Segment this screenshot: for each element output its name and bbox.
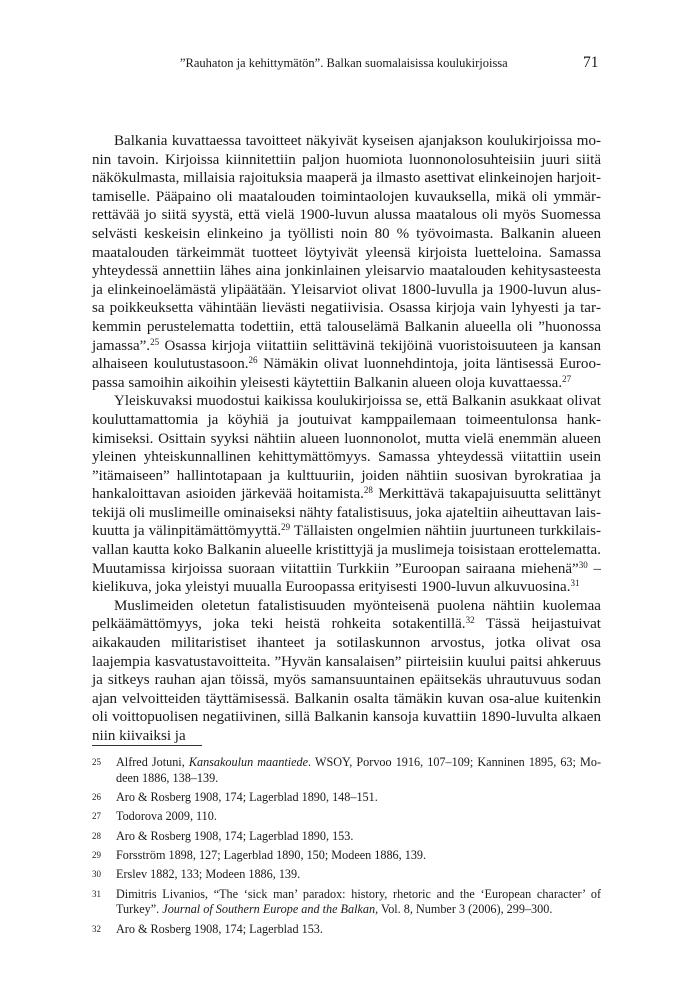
- page-number: 71: [583, 54, 599, 71]
- footnote-ref[interactable]: 27: [562, 373, 572, 384]
- text-run: – kielikuva, joka yleistyi muualla Euroopassa erityisesti 1900-luvun alkuvuosina.: [92, 560, 601, 596]
- body-text: [92, 132, 601, 746]
- footnote-divider: [92, 745, 202, 746]
- journal-title: Journal of Southern Europe and the Balkan: [162, 902, 376, 917]
- footnote-text: Erslev 1882, 133; Modeen 1886, 139.: [116, 867, 301, 882]
- running-head-title: ”Rauhaton ja kehittymätön”. Balkan suomalaisissa koulukirjoissa: [180, 56, 508, 70]
- footnote-ref[interactable]: 32: [465, 615, 475, 626]
- footnote-ref[interactable]: 30: [578, 559, 588, 570]
- footnote: [92, 848, 601, 864]
- footnote-text: Aro & Rosberg 1908, 174; Lagerblad 153.: [116, 921, 323, 936]
- text-run: Alfred Jotuni,: [116, 755, 189, 769]
- footnotes: [92, 755, 601, 941]
- text-run: . WSOY, Porvoo 1916, 107–109; Kanninen 1895, 63; Modeen 1886, 138–139.: [116, 755, 602, 785]
- footnote-number: 30: [92, 869, 101, 880]
- footnote-number: 28: [92, 830, 101, 841]
- footnote-number: 27: [92, 811, 101, 822]
- footnote-text: Aro & Rosberg 1908, 174; Lagerblad 1890, 148–151.: [116, 790, 378, 805]
- paragraph: [92, 597, 601, 746]
- footnote-number: 32: [92, 923, 101, 934]
- paragraph: [92, 132, 601, 392]
- text-run: Merkittävä takapajuisuutta selittänyt tekijä oli muslimeille ominaiseksi nähty fatalistisuus, joka ajateltiin aiheuttavan laiskuutta ja välinpitämättömyyttä.: [92, 486, 601, 540]
- footnote-ref[interactable]: 29: [281, 522, 291, 533]
- footnote-ref[interactable]: 26: [248, 355, 258, 366]
- footnote-ref[interactable]: 25: [150, 336, 160, 347]
- footnote: [92, 829, 601, 845]
- footnote-text: Forsström 1898, 127; Lagerblad 1890, 150; Modeen 1886, 139.: [116, 847, 427, 862]
- footnote-ref[interactable]: 31: [570, 578, 580, 589]
- footnote: [92, 887, 601, 919]
- running-head: [0, 53, 692, 73]
- footnote-text: Todorova 2009, 110.: [116, 809, 217, 824]
- footnote-text: [116, 887, 601, 919]
- paragraph: [92, 392, 601, 597]
- text-run: , Vol. 8, Number 3 (2006), 299–300.: [375, 902, 553, 917]
- text-run: Dimitris Livanios, “The ‘sick man’ paradox: history, rhetoric and the ‘European character’ of Turkey”.: [116, 886, 601, 917]
- footnote: [92, 790, 601, 806]
- footnote: [92, 867, 601, 883]
- footnote: [92, 922, 601, 938]
- footnote-text: Aro & Rosberg 1908, 174; Lagerblad 1890, 153.: [116, 828, 354, 843]
- footnote-number: 26: [92, 792, 101, 803]
- text-run: Nämäkin olivat luonnehdintoja, joita läntisessä Euroopassa samoihin aikoihin yleisesti käytettiin Balkanin alueen oloja kuvattaessa.: [92, 356, 601, 391]
- footnote-number: 25: [92, 757, 101, 767]
- text-run: Osassa kirjoja viitattiin selittävinä tekijöinä vuoristoisuuteen ja kansan alhaiseen koulutustasoon.: [92, 337, 601, 373]
- footnote-number: 31: [92, 888, 101, 899]
- text-run: Muslimeiden oletetun fatalistisuuden myönteisenä puolena nähtiin kuolemaa pelkäämättömyys, joka teki heistä rohkeita sotakentillä.: [92, 597, 601, 633]
- book-title: Kansakoulun maantiede: [188, 755, 309, 769]
- text-run: Tässä heijastuivat aikakauden militaristiset ihanteet ja sotilaskunnon arvostus, jotka olivat osa laajempia kasvatustavoitteita. ”Hyvän kansalaisen” piirteisiin kuului paitsi ahkeruus ja sitkeys rauhan ajan töissä, myös samansuuntainen epäitsekäs uhrautuvuus sodan ajan velvoitteiden täyttämisessä. Balkanin osalta tämäkin kuvan osa-alue kuitenkin oli voittopuolisen negatiivinen, sillä Balkanin kansoja kuvattiin 1890-luvulta alkaen niin kiivaiksi ja: [92, 616, 601, 744]
- footnote-ref[interactable]: 28: [363, 485, 373, 496]
- text-run: Yleiskuvaksi muodostui kaikissa koulukirjoissa se, että Balkanin asukkaat olivat kouluttamattomia ja köyhiä ja joutuivat kamppailemaan toimeentulonsa hankkimiseksi. Osittain syyksi nähtiin alueen luonnonolot, mutta vielä enemmän alueen yleinen yhteiskunnallinen kehittymättömyys. Samassa yhteydessä viitattiin usein ”itämaiseen” hallintotapaan ja kulttuuriin, joiden nähtiin suosivan byrokratiaa ja hankaloittavan asioiden järkevää hoitamista.: [92, 393, 601, 503]
- footnote-number: 29: [92, 849, 101, 860]
- text-run: Tällaisten ongelmien nähtiin juurtuneen turkkilaisvallan kautta koko Balkanin alueelle kristittyjä ja muslimeja toisistaan erottelematta. Muutamissa kirjoissa suoraan viitattiin Turkkiin ”Euroopan sairaana miehenä”: [92, 523, 601, 577]
- footnote: [92, 809, 601, 825]
- text-run: Balkania kuvattaessa tavoitteet näkyivät kyseisen ajanjakson koulukirjoissa monin tavoin. Kirjoissa kiinnitettiin paljon huomiota luonnonolosuhteisiin juuri siitä näkökulmasta, millaisia rajoituksia maaperä ja ilmasto asettivat elinkeinojen harjoittamiselle. Pääpaino oli maatalouden toimintaolojen kuvauksella, mikä oli ymmärrettävää jo siitä syystä, että vielä 1900-luvun alussa maatalous oli myös Suomessa selvästi keskeisin elinkeino ja työllisti noin 80 % työvoimasta. Balkanin alueen maatalouden tärkeimmät tuotteet löytyivät yleensä kirjoista luetteloina. Samassa yhteydessä annettiin lähes aina jonkinlainen yleisarvio maatalouden kehitysasteesta ja elinkeinoelämästä ylipäätään. Yleisarviot olivat 1800-luvulla ja 1900-luvun alussa poikkeuksetta vähintään lievästi negatiivisia. Osassa kirjoja vain lyhyesti ja tarkemmin perustelematta todettiin, että talouselämä Balkanin alueella oli ”huonossa jamassa”.: [92, 133, 601, 354]
- footnote-text: [116, 755, 601, 787]
- footnote: [92, 755, 601, 787]
